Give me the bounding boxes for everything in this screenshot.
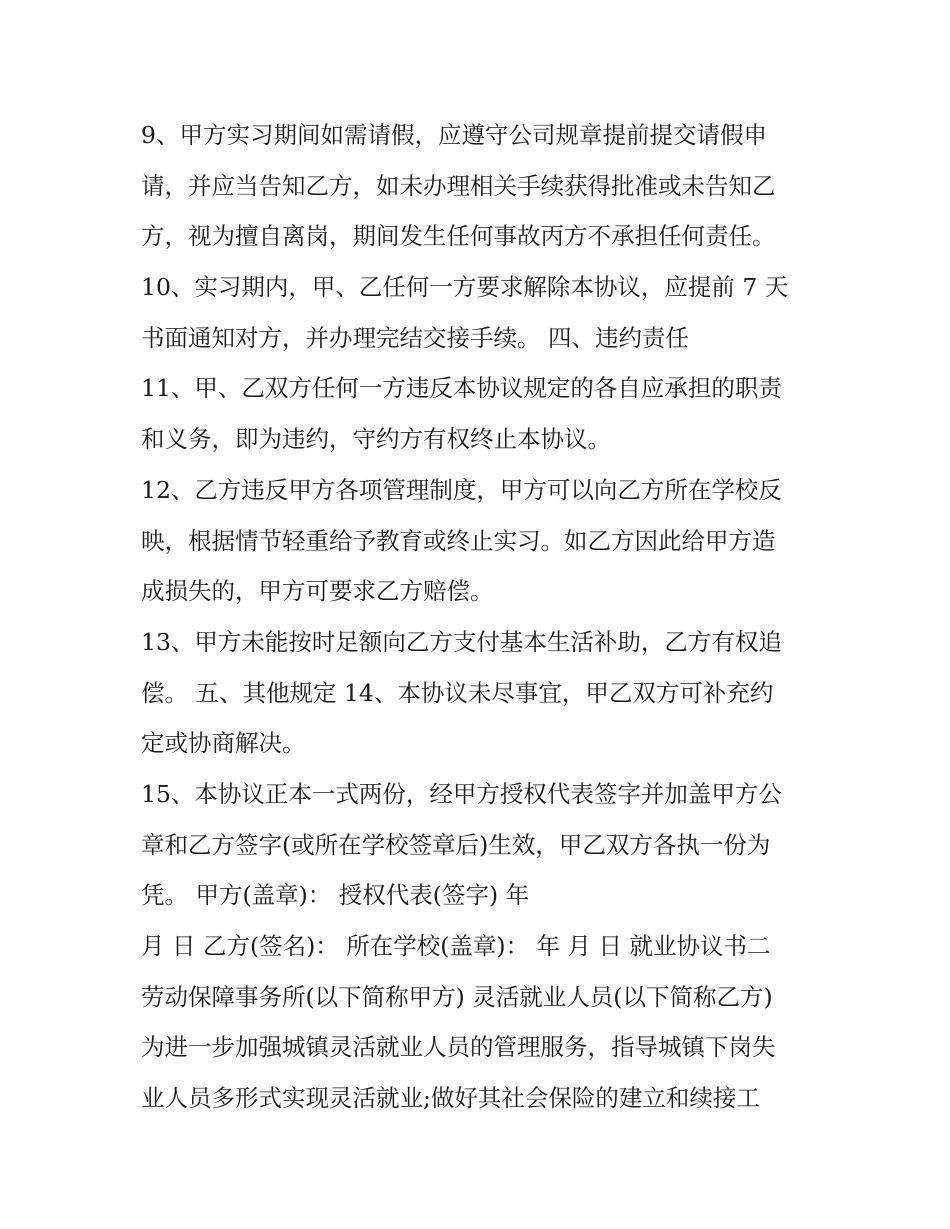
agreement-text-body bbox=[141, 110, 821, 1124]
text-line: 业人员多形式实现灵活就业;做好其社会保险的建立和续接工 bbox=[141, 1084, 760, 1113]
text-line: 10、实习期内，甲、乙任何一方要求解除本协议，应提前 7 天 bbox=[141, 273, 789, 302]
text-line: 月 日 乙方(签名)： 所在学校(盖章)： 年 月 日 就业协议书二 bbox=[141, 932, 771, 960]
text-line: 劳动保障事务所(以下简称甲方) 灵活就业人员(以下简称乙方) bbox=[141, 982, 773, 1011]
text-line: 12、乙方违反甲方各项管理制度，甲方可以向乙方所在学校反 bbox=[141, 475, 782, 504]
text-line: 章和乙方签字(或所在学校签章后)生效，甲乙双方各执一份为 bbox=[141, 830, 771, 859]
text-line: 和义务，即为违约，守约方有权终止本协议。 bbox=[141, 425, 611, 454]
text-line: 定或协商解决。 bbox=[141, 729, 306, 758]
text-line: 凭。 甲方(盖章)： 授权代表(签字) 年 bbox=[141, 881, 530, 910]
text-line: 为进一步加强城镇灵活就业人员的管理服务，指导城镇下岗失 bbox=[141, 1033, 776, 1062]
text-line: 映，根据情节轻重给予教育或终止实习。如乙方因此给甲方造 bbox=[141, 526, 776, 555]
text-line: 9、甲方实习期间如需请假，应遵守公司规章提前提交请假申 bbox=[141, 121, 767, 149]
text-line: 11、甲、乙双方任何一方违反本协议规定的各自应承担的职责 bbox=[141, 374, 782, 403]
text-line: 书面通知对方，并办理完结交接手续。 四、违约责任 bbox=[141, 323, 689, 352]
text-line: 13、甲方未能按时足额向乙方支付基本生活补助，乙方有权追 bbox=[141, 627, 782, 656]
text-line: 成损失的，甲方可要求乙方赔偿。 bbox=[141, 577, 494, 606]
text-line: 15、本协议正本一式两份，经甲方授权代表签字并加盖甲方公 bbox=[141, 779, 782, 808]
text-line: 偿。 五、其他规定 14、本协议未尽事宜，甲乙双方可补充约 bbox=[141, 678, 774, 707]
text-line: 方，视为擅自离岗，期间发生任何事故丙方不承担任何责任。 bbox=[141, 222, 776, 251]
text-line: 请，并应当告知乙方，如未办理相关手续获得批准或未告知乙 bbox=[141, 171, 776, 200]
